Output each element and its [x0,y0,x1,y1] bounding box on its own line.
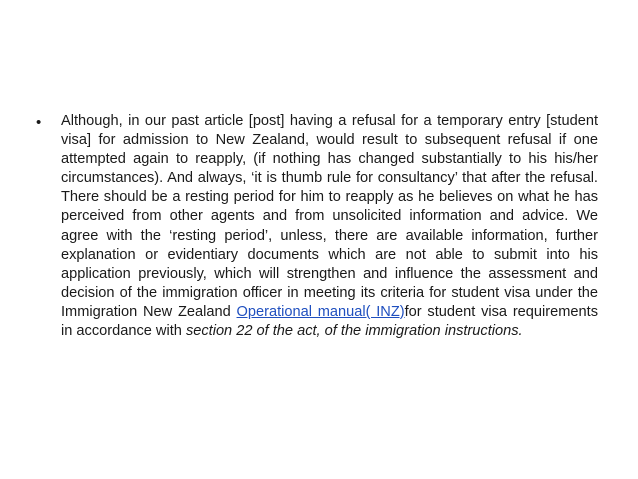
paragraph-text-main: Although, in our past article [post] having a refusal for a temporary entry [student visa] for admission to New Zealand, would result to subsequent refusal if one attempted again to reapply, (if nothing has changed substantially to his his/her circumstances). And always, ‘it is thumb rule for consultancy’ that after the refusal. There should be a resting period for him to reapply as he believes on what he has perceived from other agents and from unsolicited information and advice. We agree with the ‘resting period’, unless, there are available information, further explanation or evidentiary documents which are not able to submit into his application previously, which will strengthen and influence the assessment and decision of the immigration officer in meeting its criteria for student visa under the Immigration New Zealand [61,113,598,320]
bullet-paragraph [61,112,598,341]
paragraph-text-continued: for student visa requirements in accordance with [61,303,598,340]
operational-manual-link[interactable]: Operational manual( INZ) [236,303,405,320]
paragraph-text-italic: section 22 of the act, of the immigration instructions. [185,323,523,340]
bullet-icon: • [36,114,42,131]
bullet-item [36,112,602,341]
